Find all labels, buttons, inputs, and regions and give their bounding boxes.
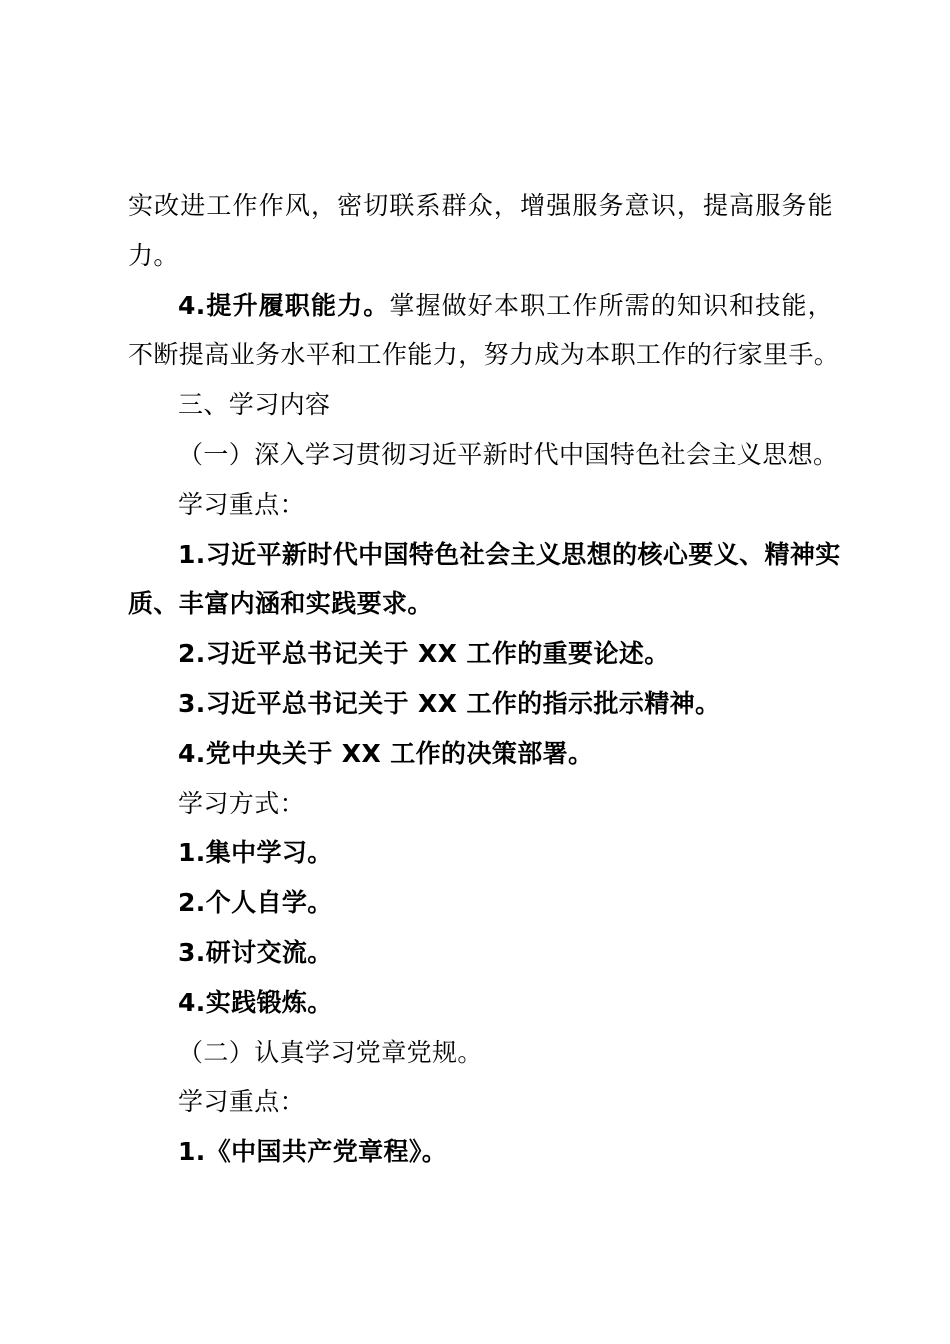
subsection-heading: （二）认真学习党章党规。 bbox=[178, 1037, 483, 1067]
list-item: 3.习近平总书记关于 XX 工作的指示批示精神。 bbox=[178, 688, 721, 718]
list-item: 3.研讨交流。 bbox=[178, 937, 333, 967]
label-study-focus: 学习重点： bbox=[178, 1087, 306, 1117]
label-study-method: 学习方式： bbox=[178, 788, 306, 818]
paragraph-line-mixed bbox=[128, 281, 833, 331]
paragraph-line: 力。 bbox=[128, 240, 179, 270]
list-item: 2.个人自学。 bbox=[178, 888, 333, 918]
document-body bbox=[128, 181, 841, 1177]
list-item: 1.集中学习。 bbox=[178, 838, 333, 868]
bold-heading: 4.提升履职能力。 bbox=[178, 290, 390, 320]
list-item: 4.党中央关于 XX 工作的决策部署。 bbox=[178, 738, 594, 768]
list-item: 2.习近平总书记关于 XX 工作的重要论述。 bbox=[178, 639, 670, 669]
list-item: 1.《中国共产党章程》。 bbox=[178, 1137, 448, 1167]
paragraph-line: 不断提高业务水平和工作能力，努力成为本职工作的行家里手。 bbox=[128, 340, 840, 370]
list-item: 1.习近平新时代中国特色社会主义思想的核心要义、精神实 bbox=[178, 539, 841, 569]
paragraph-text: 掌握做好本职工作所需的知识和技能， bbox=[389, 290, 833, 320]
subsection-heading: （一）深入学习贯彻习近平新时代中国特色社会主义思想。 bbox=[178, 439, 839, 469]
section-heading: 三、学习内容 bbox=[178, 390, 331, 420]
paragraph-line: 实改进工作作风，密切联系群众，增强服务意识，提高服务能 bbox=[128, 191, 833, 220]
label-study-focus: 学习重点： bbox=[178, 489, 306, 519]
list-item-continuation: 质、丰富内涵和实践要求。 bbox=[128, 589, 433, 619]
list-item: 4.实践锻炼。 bbox=[178, 987, 333, 1017]
